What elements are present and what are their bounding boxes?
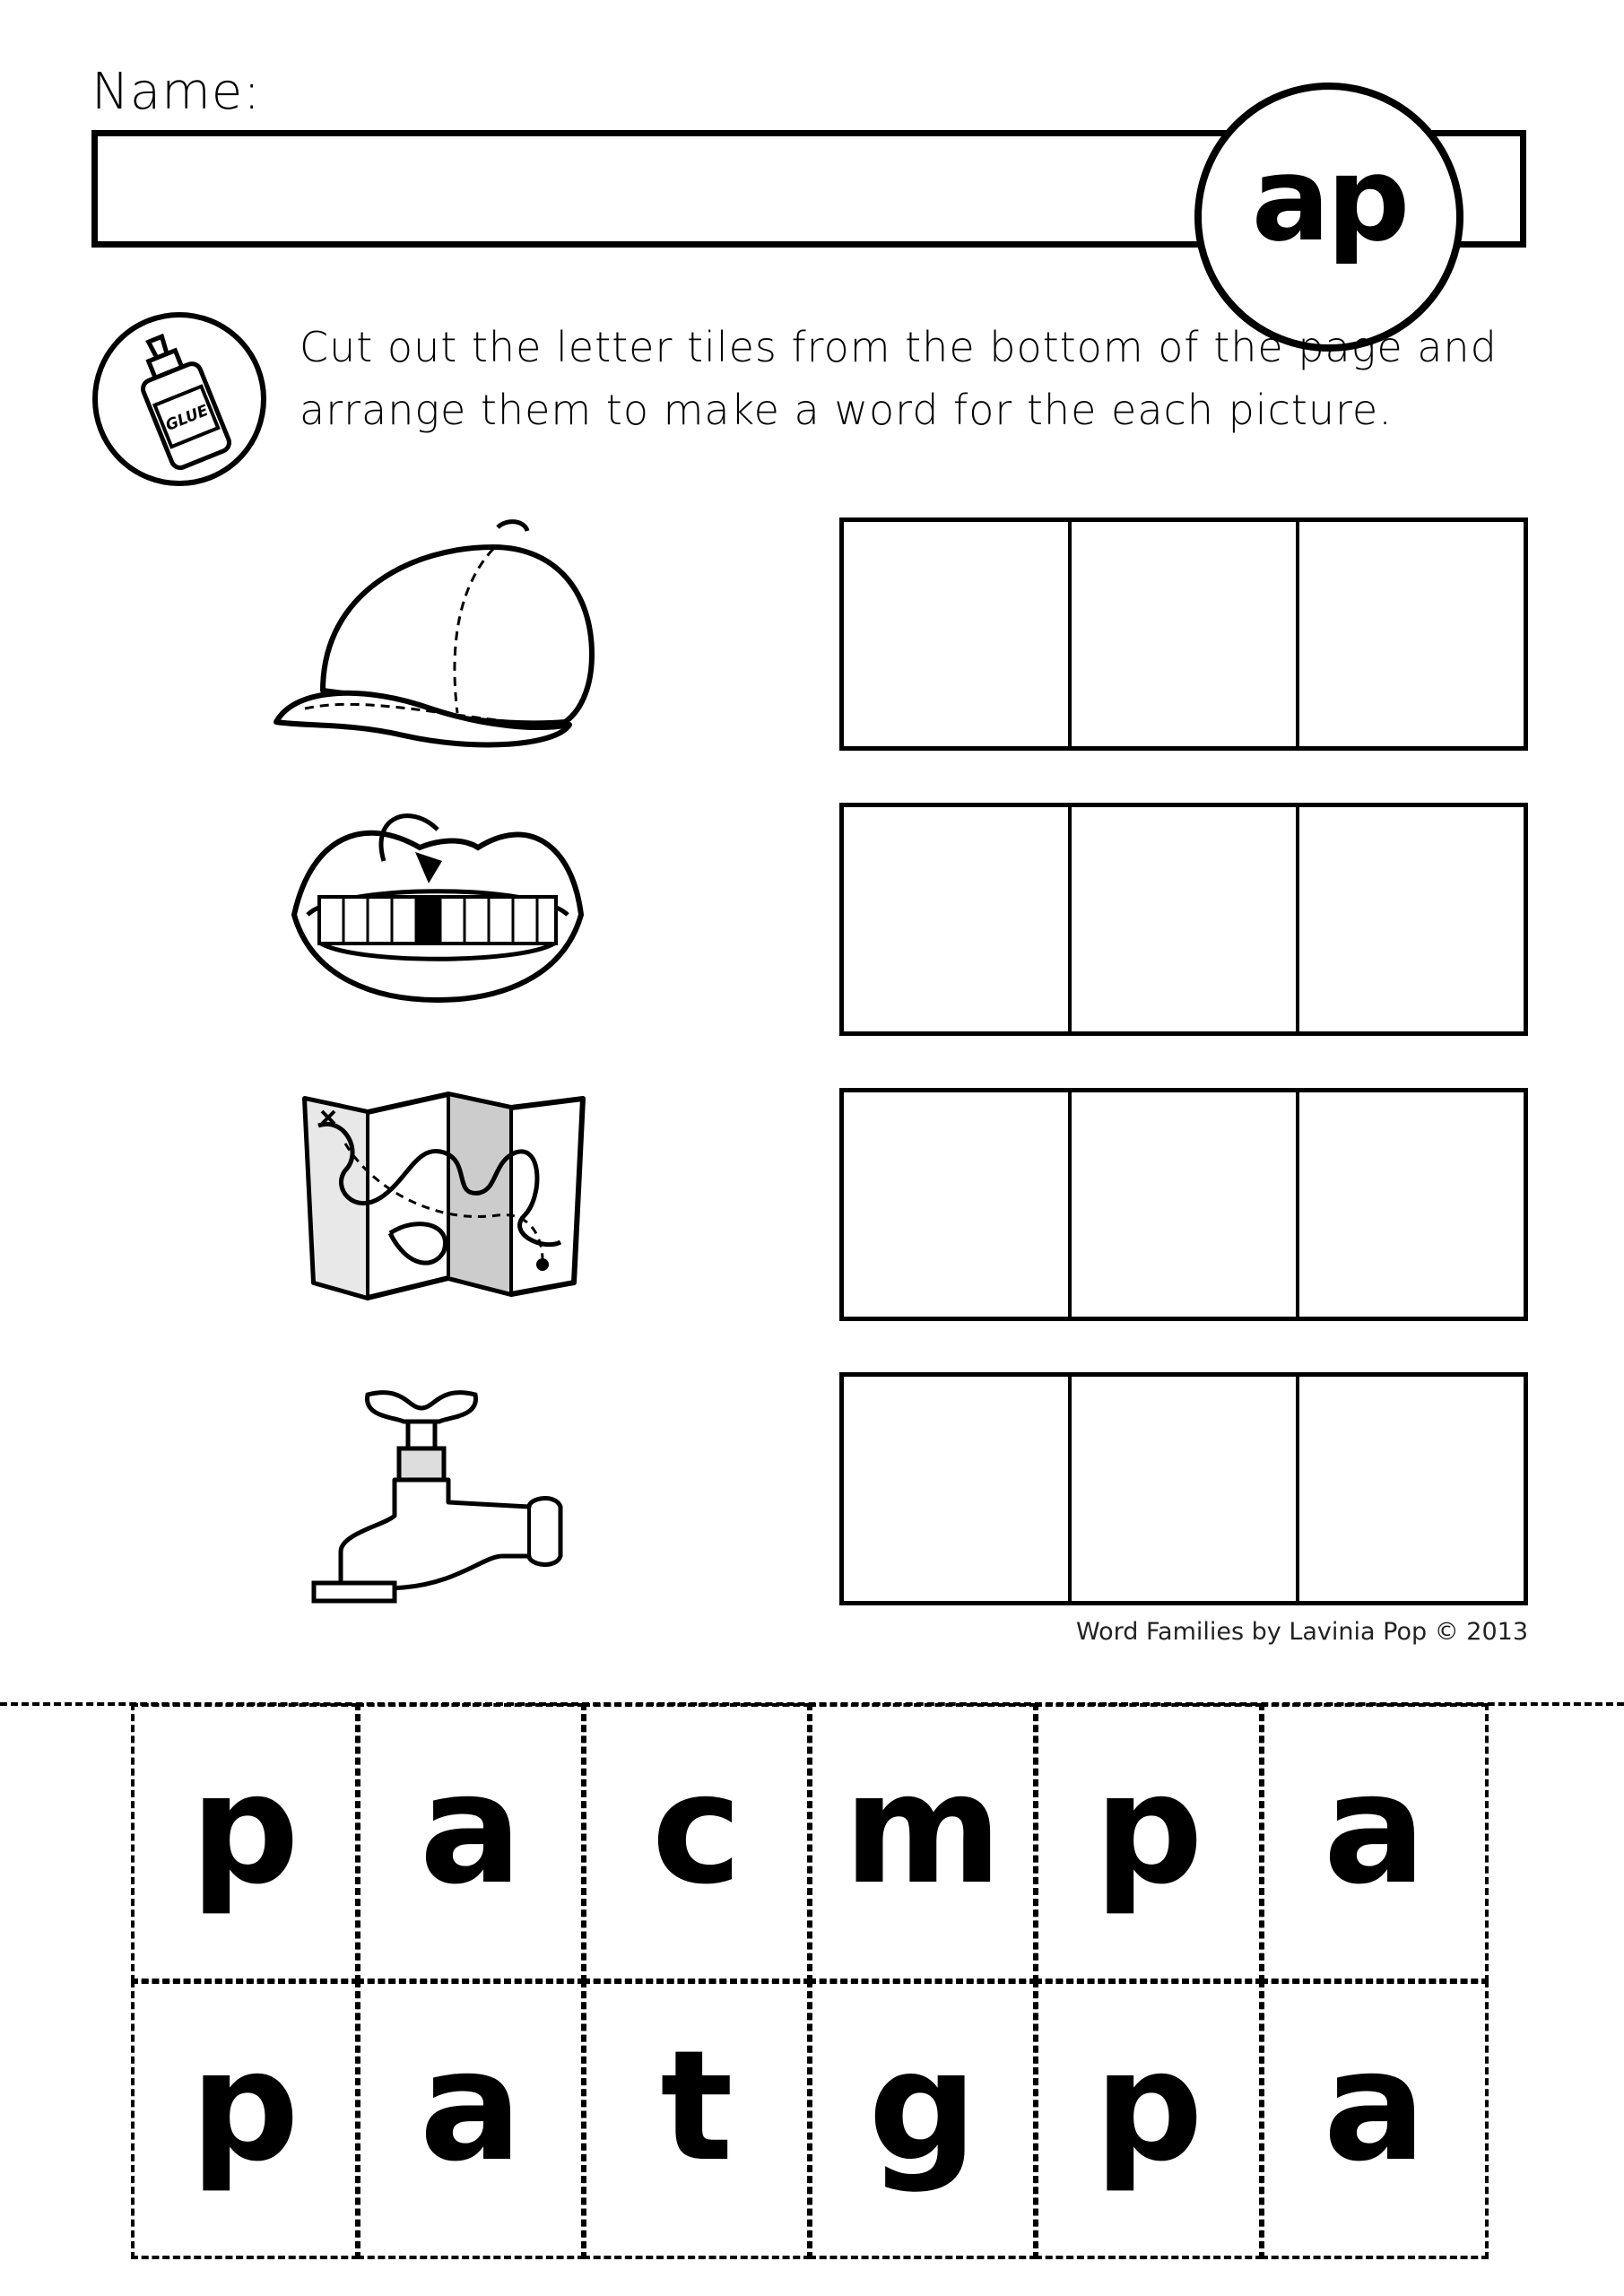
tile-letter: p (1094, 1740, 1203, 1918)
letter-tile[interactable] (1035, 1980, 1263, 2259)
letter-tile[interactable] (357, 1703, 585, 1982)
tile-letter: p (1094, 2017, 1203, 2196)
letter-tiles (133, 1705, 1489, 2259)
letter-tile[interactable] (1035, 1703, 1263, 1982)
tile-letter: g (868, 2017, 977, 2196)
tile-letter: a (419, 2017, 523, 2196)
letter-slot[interactable] (1299, 807, 1524, 1031)
letter-slot[interactable] (1072, 1377, 1299, 1601)
letter-slot[interactable] (1299, 1377, 1524, 1601)
word-answer-row-1[interactable] (839, 517, 1528, 751)
letter-slot[interactable] (1072, 1092, 1299, 1317)
letter-tile[interactable] (809, 1980, 1037, 2259)
letter-tile[interactable] (583, 1703, 811, 1982)
word-family-badge (1194, 83, 1463, 352)
glue-bottle-icon (90, 309, 269, 489)
name-label: Name: (91, 63, 262, 121)
letter-slot[interactable] (844, 1092, 1072, 1317)
instructions-line-1: Cut out the letter tiles from the bottom of the page and (300, 323, 1498, 371)
letter-tile[interactable] (131, 1980, 359, 2259)
letter-tile[interactable] (1261, 1703, 1489, 1982)
instructions-line-2: arrange them to make a word for the each picture. (300, 386, 1393, 434)
letter-slot[interactable] (1072, 807, 1299, 1031)
tile-letter: c (651, 1740, 743, 1918)
map-icon (300, 1090, 587, 1305)
letter-tile[interactable] (1261, 1980, 1489, 2259)
letter-tile[interactable] (809, 1703, 1037, 1982)
letter-slot[interactable] (844, 522, 1072, 746)
letter-slot[interactable] (844, 1377, 1072, 1601)
word-answer-row-4[interactable] (839, 1372, 1528, 1605)
word-family-text: ap (1251, 131, 1407, 267)
letter-tile[interactable] (357, 1980, 585, 2259)
letter-slot[interactable] (1299, 1092, 1524, 1317)
tile-letter: t (660, 2017, 734, 2196)
letter-slot[interactable] (1299, 522, 1524, 746)
tile-letter: m (843, 1740, 1003, 1918)
cap-icon (269, 511, 610, 753)
word-answer-row-2[interactable] (839, 803, 1528, 1036)
letter-slot[interactable] (1072, 522, 1299, 746)
credit-text: Word Families by Lavinia Pop © 2013 (1075, 1618, 1528, 1646)
tile-letter: a (1323, 2017, 1427, 2196)
tile-letter: p (190, 1740, 300, 1918)
tile-letter: p (190, 2017, 300, 2196)
word-answer-row-3[interactable] (839, 1088, 1528, 1321)
glue-label-text: GLUE (163, 401, 212, 435)
instructions-text (300, 316, 1555, 441)
tile-letter: a (419, 1740, 523, 1918)
letter-slot[interactable] (844, 807, 1072, 1031)
letter-tile[interactable] (583, 1980, 811, 2259)
tap-icon (305, 1372, 592, 1614)
letter-tile[interactable] (131, 1703, 359, 1982)
gap-teeth-icon (285, 798, 590, 1004)
tile-letter: a (1323, 1740, 1427, 1918)
